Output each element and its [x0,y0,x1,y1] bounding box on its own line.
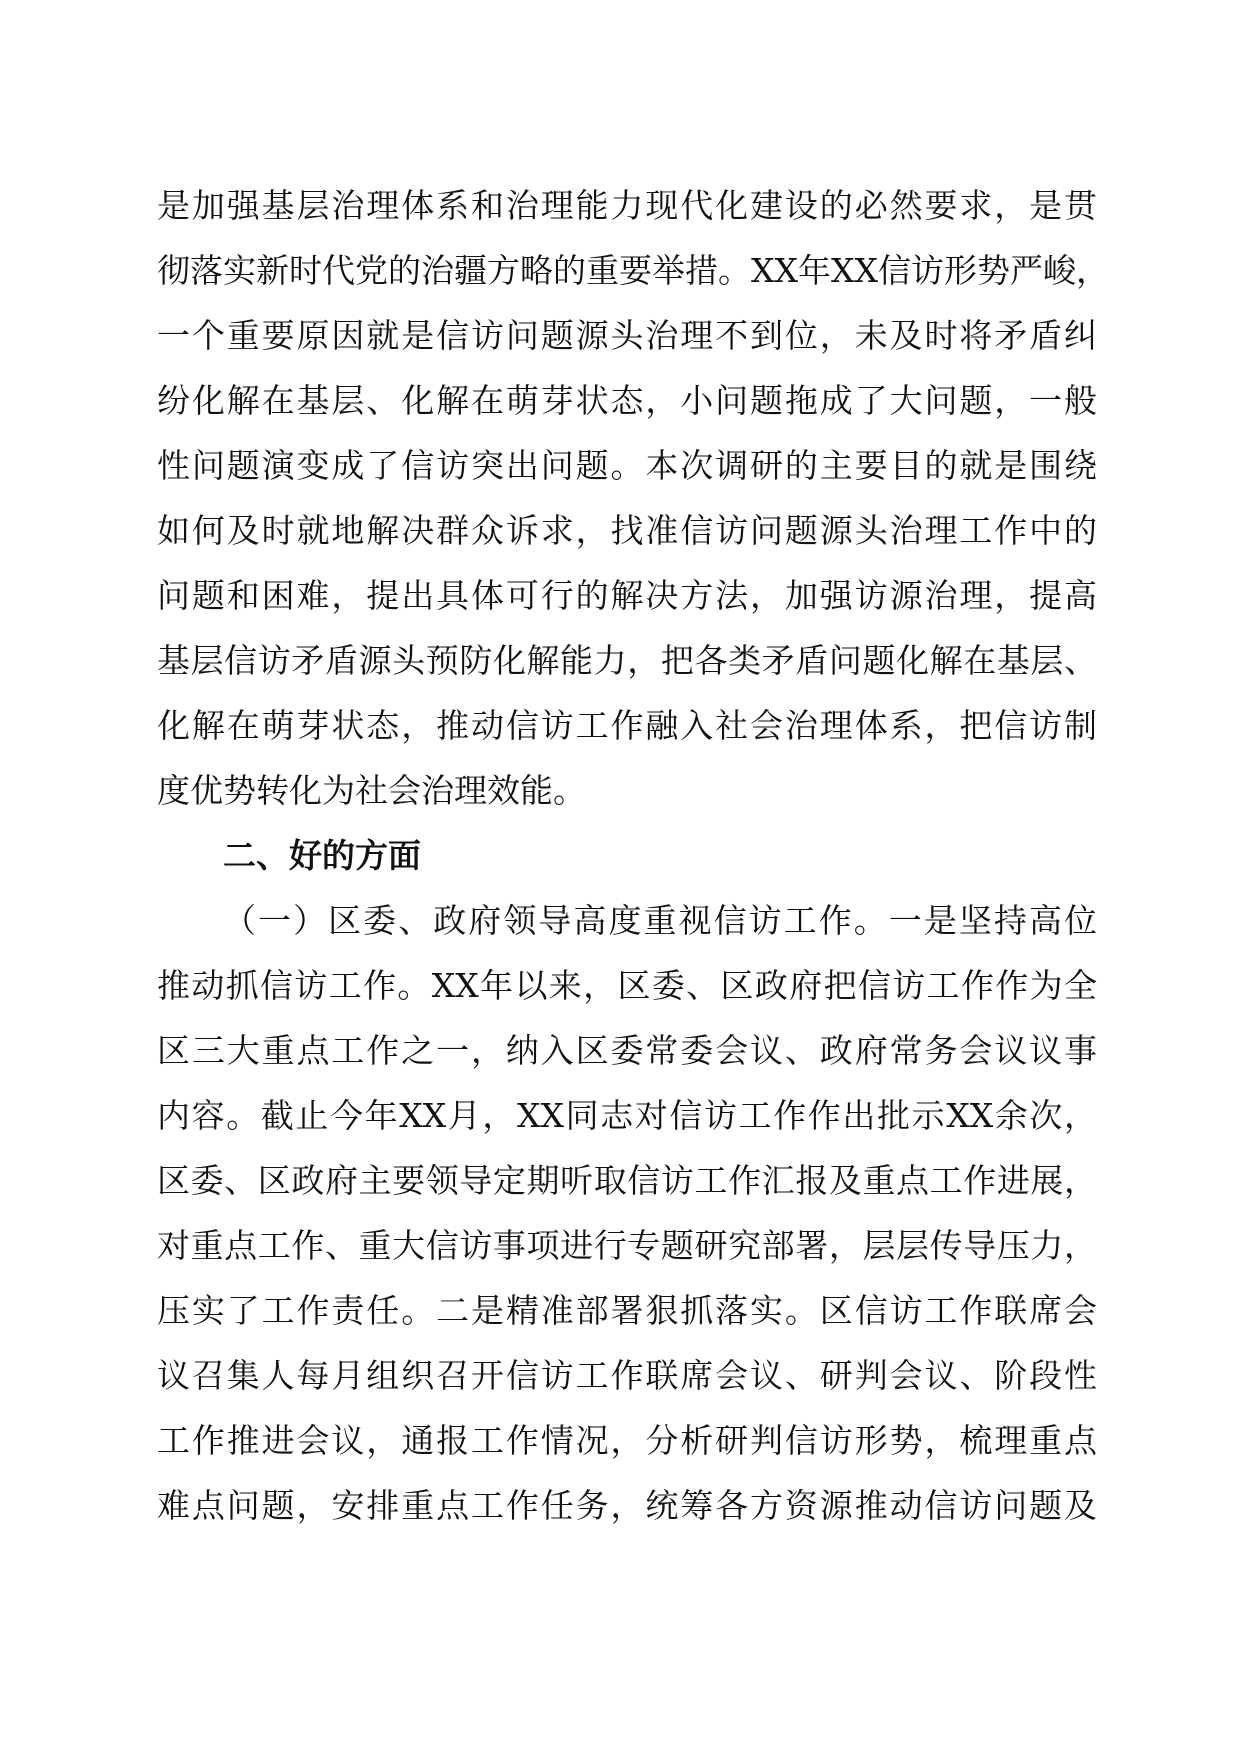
paragraph-line: 度优势转化为社会治理效能。 [157,771,586,810]
paragraph-line: 化解在萌芽状态，推动信访工作融入社会治理体系，把信访制 [157,706,1097,745]
paragraph-line: 工作推进会议，通报工作情况，分析研判信访形势，梳理重点 [157,1421,1097,1460]
paragraph-line: 区委、区政府主要领导定期听取信访工作汇报及重点工作进展， [157,1161,1097,1200]
paragraph-line: 难点问题，安排重点工作任务，统筹各方资源推动信访问题及 [157,1486,1097,1525]
paragraph-line: 对重点工作、重大信访事项进行专题研究部署，层层传导压力， [157,1226,1097,1265]
paragraph-line: 一个重要原因就是信访问题源头治理不到位，未及时将矛盾纠 [157,316,1097,355]
paragraph-line: 是加强基层治理体系和治理能力现代化建设的必然要求，是贯 [157,186,1097,225]
paragraph-line: 区三大重点工作之一，纳入区委常委会议、政府常务会议议事 [157,1031,1097,1070]
paragraph-line: 问题和困难，提出具体可行的解决方法，加强访源治理，提高 [157,576,1097,615]
paragraph-line: 彻落实新时代党的治疆方略的重要举措。XX年XX信访形势严峻， [157,251,1109,290]
paragraph-line: 如何及时就地解决群众诉求，找准信访问题源头治理工作中的 [157,511,1097,550]
paragraph-line: 压实了工作责任。二是精准部署狠抓落实。区信访工作联席会 [157,1291,1097,1330]
paragraph-line: 内容。截止今年XX月，XX同志对信访工作作出批示XX余次， [157,1096,1097,1135]
paragraph-line: 纷化解在基层、化解在萌芽状态，小问题拖成了大问题，一般 [157,381,1097,420]
document-body [157,173,1109,1538]
paragraph-line: 基层信访矛盾源头预防化解能力，把各类矛盾问题化解在基层、 [157,641,1097,680]
section-heading: 二、好的方面 [223,836,421,875]
paragraph-line: 性问题演变成了信访突出问题。本次调研的主要目的就是围绕 [157,446,1097,485]
paragraph-line: （一）区委、政府领导高度重视信访工作。一是坚持高位 [223,901,1097,940]
paragraph-line: 议召集人每月组织召开信访工作联席会议、研判会议、阶段性 [157,1356,1097,1395]
paragraph-line: 推动抓信访工作。XX年以来，区委、区政府把信访工作作为全 [157,966,1097,1005]
